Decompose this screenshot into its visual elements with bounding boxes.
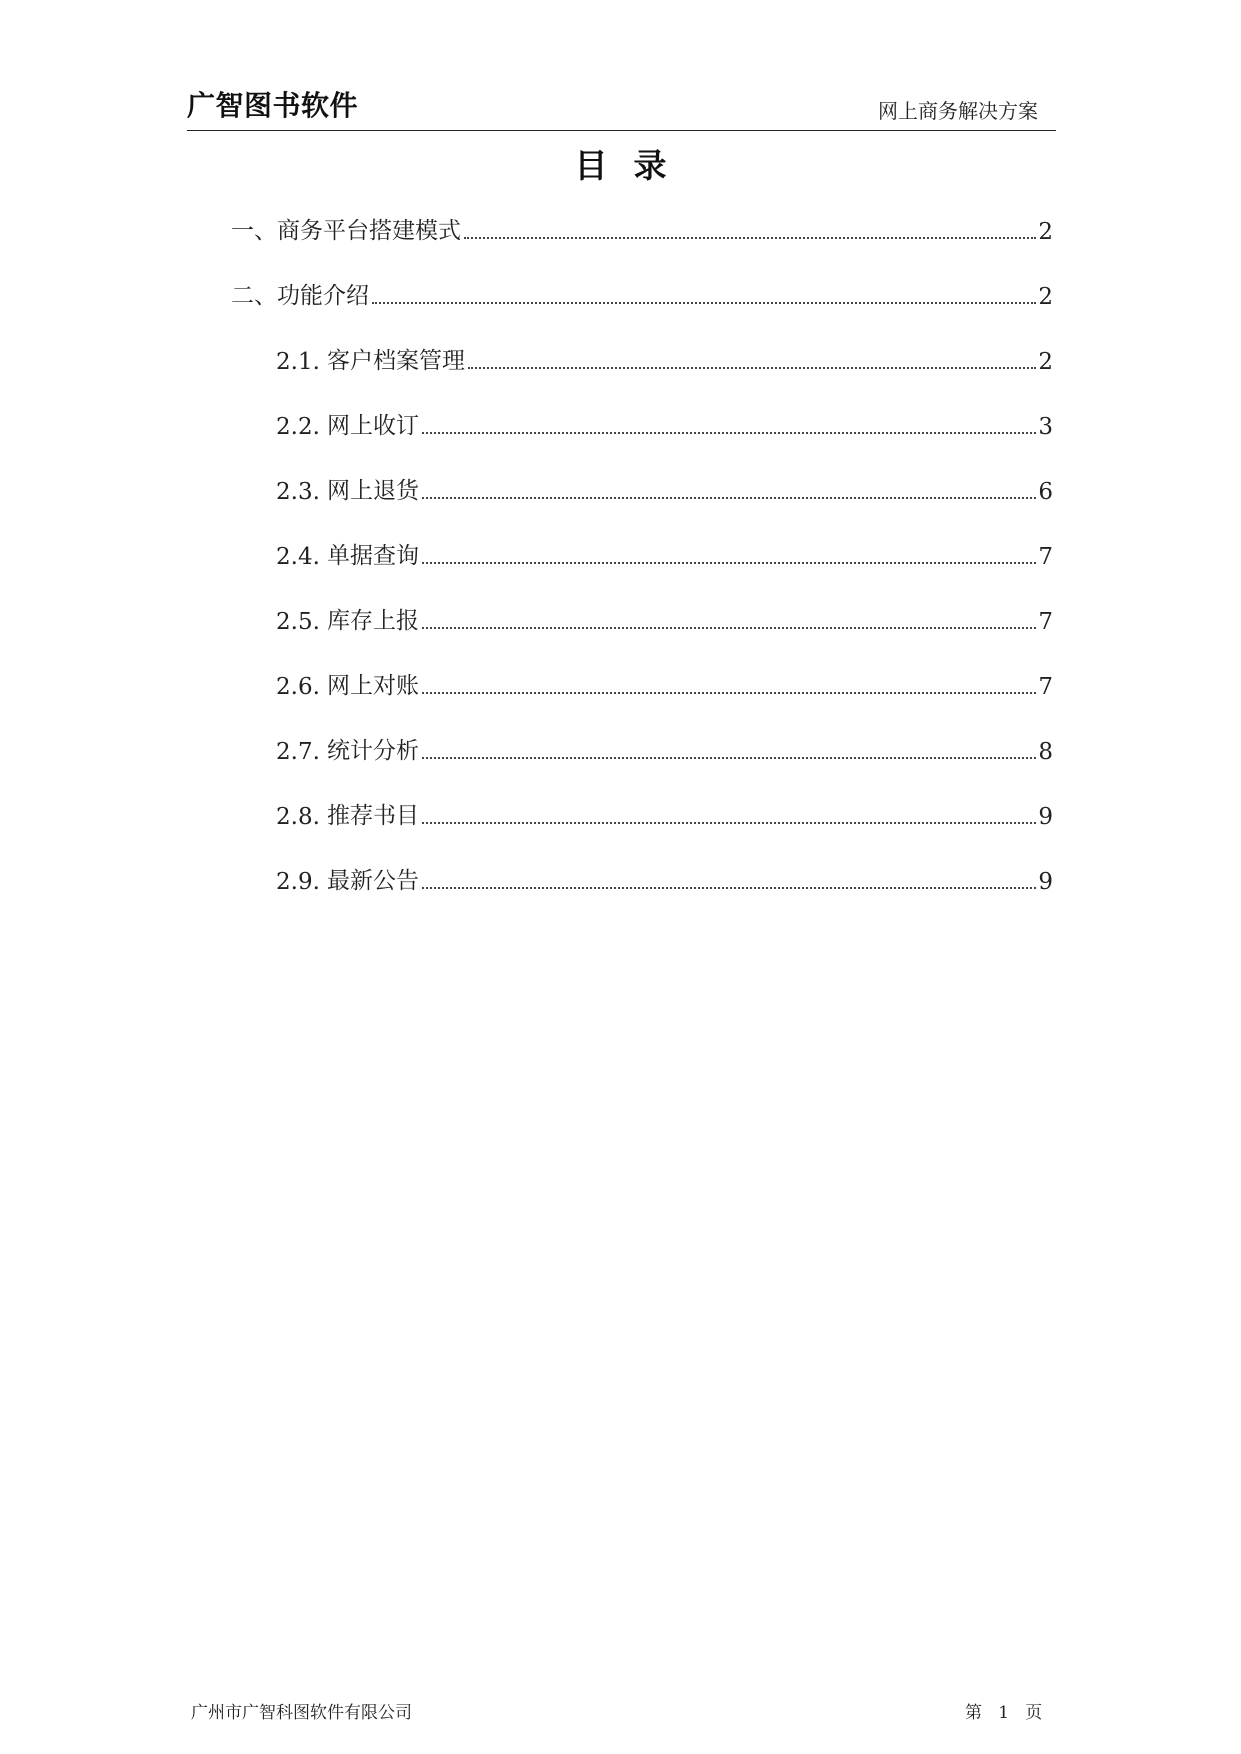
- toc-entry-page: 2: [1038, 349, 1053, 375]
- header-brand: 广智图书软件: [187, 89, 359, 122]
- toc-entry[interactable]: [231, 215, 1053, 245]
- toc-entry-title: 网上退货: [327, 478, 419, 504]
- toc-entry-title: 客户档案管理: [327, 348, 465, 374]
- toc-entry-page: 2: [1038, 219, 1053, 245]
- toc-entry-number: 2.3.: [276, 479, 320, 505]
- toc-entry-page: 8: [1038, 739, 1053, 765]
- page-header: [187, 86, 1056, 131]
- toc-entry[interactable]: [276, 670, 1053, 700]
- toc-entry-number: 二、: [231, 283, 277, 309]
- toc-entry-title: 商务平台搭建模式: [277, 218, 461, 244]
- footer-company: 广州市广智科图软件有限公司: [191, 1703, 412, 1723]
- toc-entry[interactable]: [276, 800, 1053, 830]
- toc-entry[interactable]: [276, 475, 1053, 505]
- toc-entry-page: 6: [1038, 479, 1053, 505]
- toc-entry[interactable]: [276, 865, 1053, 895]
- toc-entry[interactable]: [276, 345, 1053, 375]
- toc-entry-number: 2.4.: [276, 544, 320, 570]
- toc-entry-title: 库存上报: [327, 608, 419, 634]
- toc-entry-title: 推荐书目: [327, 803, 419, 829]
- toc-entry[interactable]: [276, 540, 1053, 570]
- toc-entry-title: 功能介绍: [277, 283, 369, 309]
- toc-leader-dots: [422, 692, 1036, 694]
- toc-entry-title: 单据查询: [327, 543, 419, 569]
- toc-entry-title: 网上收订: [327, 413, 419, 439]
- toc-entry-number: 2.5.: [276, 609, 320, 635]
- toc-leader-dots: [422, 432, 1036, 434]
- toc-leader-dots: [464, 237, 1036, 239]
- toc-entry-number: 2.2.: [276, 414, 320, 440]
- toc-entry-title: 统计分析: [327, 738, 419, 764]
- footer-page-number: [965, 1698, 1042, 1723]
- toc-entry-page: 3: [1038, 414, 1053, 440]
- toc-entry-page: 2: [1038, 284, 1053, 310]
- toc-entry-number: 2.7.: [276, 739, 320, 765]
- toc-leader-dots: [422, 887, 1036, 889]
- toc-entry-page: 7: [1038, 674, 1053, 700]
- toc-heading: 目录: [574, 146, 693, 185]
- toc-entry-page: 9: [1038, 869, 1053, 895]
- toc-entry-title: 最新公告: [327, 868, 419, 894]
- footer-page-prefix: 第: [965, 1703, 982, 1723]
- header-doc-title: 网上商务解决方案: [878, 99, 1038, 123]
- toc-leader-dots: [422, 757, 1036, 759]
- toc-entry[interactable]: [231, 280, 1053, 310]
- toc-entry-number: 2.8.: [276, 804, 320, 830]
- toc-leader-dots: [468, 367, 1036, 369]
- toc-entry[interactable]: [276, 605, 1053, 635]
- toc-entry-number: 一、: [231, 218, 277, 244]
- toc-leader-dots: [422, 627, 1036, 629]
- toc-entry-page: 7: [1038, 544, 1053, 570]
- toc-entry-title: 网上对账: [327, 673, 419, 699]
- toc-leader-dots: [422, 822, 1036, 824]
- footer-page-value: 1: [998, 1703, 1010, 1723]
- toc-entry-number: 2.6.: [276, 674, 320, 700]
- toc-entry[interactable]: [276, 735, 1053, 765]
- toc-entry-number: 2.9.: [276, 869, 320, 895]
- toc-entry-page: 9: [1038, 804, 1053, 830]
- footer-page-suffix: 页: [1025, 1703, 1043, 1723]
- toc-entry-number: 2.1.: [276, 349, 320, 375]
- toc-entry[interactable]: [276, 410, 1053, 440]
- toc-entry-page: 7: [1038, 609, 1053, 635]
- toc-leader-dots: [422, 497, 1036, 499]
- toc-leader-dots: [372, 302, 1036, 304]
- toc-leader-dots: [422, 562, 1036, 564]
